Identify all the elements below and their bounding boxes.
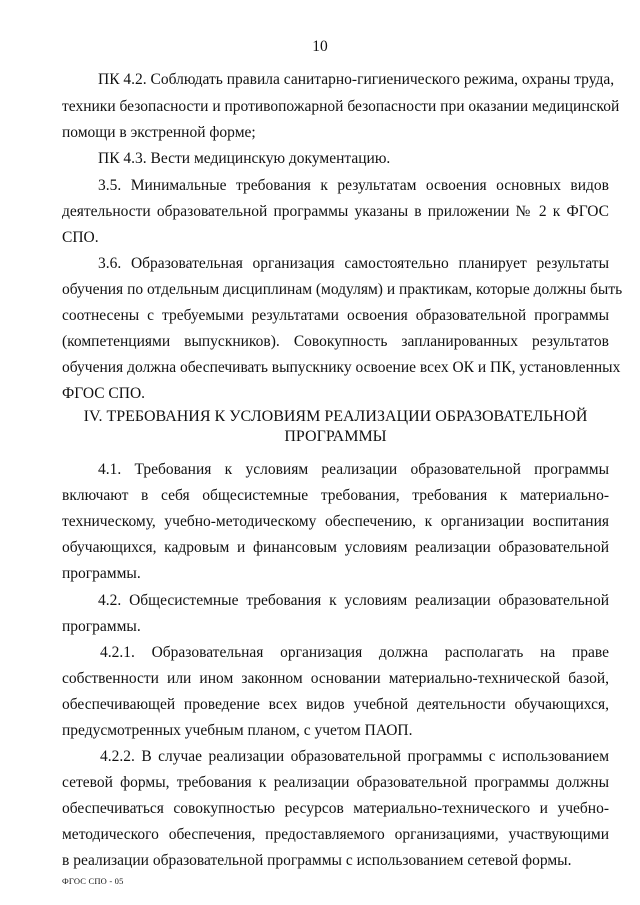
footer-code: ФГОС СПО - 05	[62, 876, 124, 886]
paragraph-line: ФГОС СПО.	[62, 385, 146, 402]
paragraph-line: деятельности образовательной программы указаны в приложении № 2 к ФГОС	[62, 203, 609, 220]
section-heading: IV. ТРЕБОВАНИЯ К УСЛОВИЯМ РЕАЛИЗАЦИИ ОБРАЗОВАТЕЛЬНОЙ	[83, 408, 588, 425]
paragraph-line: 4.2.2. В случае реализации образовательной программы с использованием	[100, 748, 609, 765]
paragraph-line: сетевой формы, требования к реализации образовательной программы должны	[62, 774, 609, 791]
paragraph-line: собственности или ином законном основании материально-технической базой,	[62, 670, 609, 687]
paragraph-line: техники безопасности и противопожарной безопасности при оказании медицинской	[62, 98, 620, 115]
paragraph-line: обеспечиваться совокупностью ресурсов материально-технического и учебно-	[62, 800, 609, 817]
paragraph-line: предусмотренных учебным планом, с учетом ПАОП.	[62, 722, 413, 739]
paragraph-line: 4.1. Требования к условиям реализации образовательной программы	[98, 461, 609, 478]
paragraph-line: 3.6. Образовательная организация самостоятельно планирует результаты	[98, 255, 609, 272]
paragraph-line: 4.2.1. Образовательная организация должна располагать на праве	[100, 644, 609, 661]
paragraph-line: обучающихся, кадровым и финансовым условиям реализации образовательной	[62, 539, 609, 556]
section-heading: ПРОГРАММЫ	[284, 428, 387, 445]
paragraph-line: обучения по отдельным дисциплинам (модулям) и практикам, которые должны быть	[62, 281, 623, 298]
paragraph-line: 3.5. Минимальные требования к результатам освоения основных видов	[98, 177, 609, 194]
paragraph-line: соотнесены с требуемыми результатами освоения образовательной программы	[62, 307, 609, 324]
paragraph-line: СПО.	[62, 229, 99, 246]
paragraph-line: включают в себя общесистемные требования, требования к материально-	[62, 487, 609, 504]
page-number: 10	[312, 38, 328, 55]
paragraph-line: программы.	[62, 565, 141, 582]
paragraph-line: обучения должна обеспечивать выпускнику освоение всех ОК и ПК, установленных	[62, 359, 621, 376]
paragraph-line: 4.2. Общесистемные требования к условиям реализации образовательной	[98, 592, 609, 609]
paragraph-line: ПК 4.3. Вести медицинскую документацию.	[98, 150, 391, 167]
paragraph-line: программы.	[62, 618, 141, 635]
paragraph-line: обеспечивающей проведение всех видов учебной деятельности обучающихся,	[62, 696, 609, 713]
paragraph-line: методического обеспечения, предоставляемого организациями, участвующими	[62, 826, 609, 843]
paragraph-line: (компетенциями выпускников). Совокупность запланированных результатов	[62, 333, 609, 350]
paragraph-line: ПК 4.2. Соблюдать правила санитарно-гигиенического режима, охраны труда,	[98, 71, 615, 88]
paragraph-line: в реализации образовательной программы с использованием сетевой формы.	[62, 852, 572, 869]
paragraph-line: техническому, учебно-методическому обеспечению, к организации воспитания	[62, 513, 609, 530]
paragraph-line: помощи в экстренной форме;	[62, 124, 256, 141]
